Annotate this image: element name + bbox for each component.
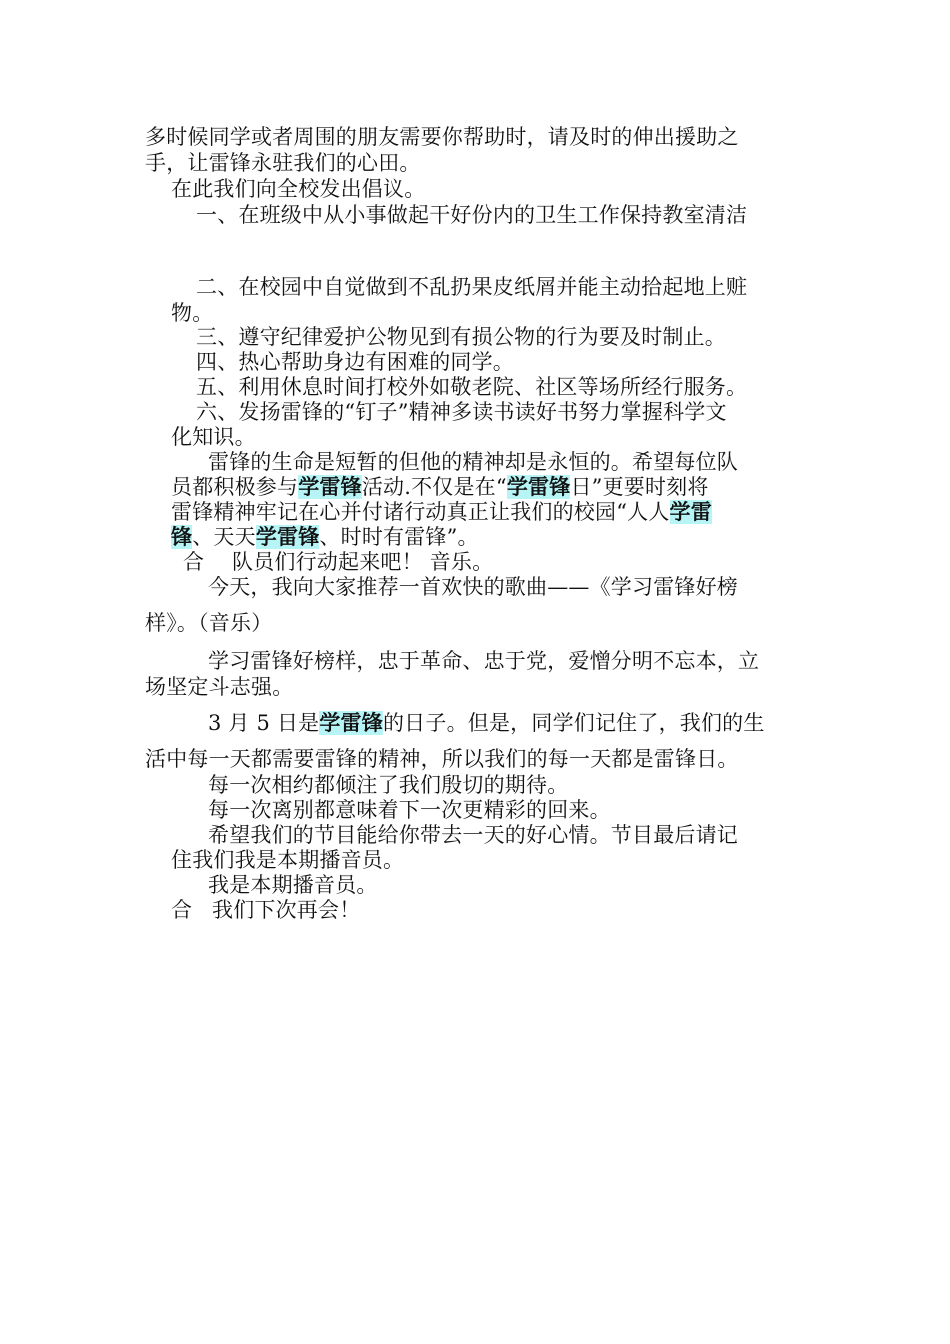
text-line: 我是本期播音员。 — [208, 873, 378, 897]
list-item: 五、利用休息时间打校外如敬老院、社区等场所经行服务。 — [196, 375, 748, 399]
highlighted-text: 学雷锋 — [506, 475, 571, 499]
text-line: 队员们行动起来吧！ 音乐。 — [232, 550, 494, 574]
list-item-continuation: 物。 — [171, 301, 214, 325]
text-line — [171, 499, 712, 525]
text-line: 希望我们的节目能给你带去一天的好心情。节目最后请记 — [208, 823, 738, 847]
text-line: 样》。（音乐） — [145, 611, 273, 635]
text-line: 每一次离别都意味着下一次更精彩的回来。 — [208, 798, 611, 822]
text-line: 多时候同学或者周围的朋友需要你帮助时，请及时的伸出援助之 — [145, 125, 739, 149]
text-run: 3 月 5 日是 — [208, 711, 320, 735]
text-line: 住我们我是本期播音员。 — [171, 848, 405, 872]
list-item: 四、热心帮助身边有困难的同学。 — [196, 350, 514, 374]
highlighted-text: 学雷锋 — [255, 525, 320, 549]
text-run: 雷锋精神牢记在心并付诸行动真正让我们的校园“人人 — [171, 500, 670, 524]
list-item: 三、遵守纪律爱护公物见到有损公物的行为要及时制止。 — [196, 325, 726, 349]
text-run: 活动.不仅是在“ — [361, 475, 507, 499]
text-line: 我们下次再会！ — [212, 898, 361, 922]
text-line: 场坚定斗志强。 — [145, 675, 294, 699]
text-line — [171, 524, 479, 550]
text-line: 学习雷锋好榜样，忠于革命、忠于党，爱憎分明不忘本，立 — [208, 649, 760, 673]
speaker-tag: 合 — [171, 898, 193, 922]
speaker-tag: 合 — [183, 550, 205, 574]
text-run: 日”更要时刻将 — [570, 475, 709, 499]
list-item: 六、发扬雷锋的“钉子”精神多读书读好书努力掌握科学文 — [196, 400, 727, 424]
text-line: 手，让雷锋永驻我们的心田。 — [145, 151, 421, 175]
text-line: 雷锋的生命是短暂的但他的精神却是永恒的。希望每位队 — [208, 450, 738, 474]
text-line: 每一次相约都倾注了我们殷切的期待。 — [208, 773, 569, 797]
highlighted-text: 锋 — [171, 525, 193, 549]
text-line: 活中每一天都需要雷锋的精神，所以我们的每一天都是雷锋日。 — [145, 747, 739, 771]
list-item: 二、在校园中自觉做到不乱扔果皮纸屑并能主动拾起地上赃 — [196, 275, 748, 299]
highlighted-text: 学雷 — [669, 500, 712, 524]
text-line — [171, 474, 709, 500]
highlighted-text: 学雷锋 — [319, 711, 383, 735]
text-line: 今天，我向大家推荐一首欢快的歌曲——《学习雷锋好榜 — [208, 575, 738, 599]
list-item-continuation: 化知识。 — [171, 425, 256, 449]
highlighted-text: 学雷锋 — [298, 475, 362, 499]
text-run: 、时时有雷锋”。 — [319, 525, 479, 549]
text-run: 的日子。但是，同学们记住了，我们的生 — [382, 711, 765, 735]
text-run: 员都积极参与 — [171, 475, 299, 499]
text-run: 、天天 — [192, 525, 256, 549]
list-item: 一、在班级中从小事做起干好份内的卫生工作保持教室清洁 — [196, 203, 748, 227]
text-line: 在此我们向全校发出倡议。 — [171, 177, 426, 201]
text-line — [208, 710, 765, 736]
